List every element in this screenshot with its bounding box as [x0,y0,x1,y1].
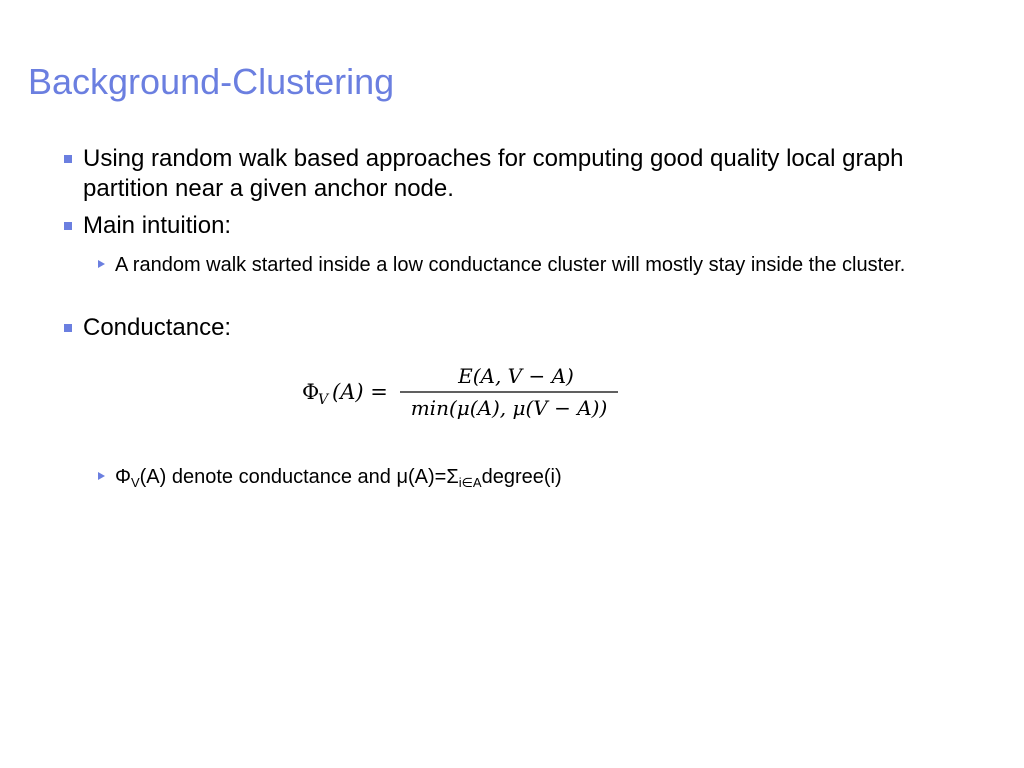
bullet-conductance [64,313,964,343]
bullet-main-intuition [64,211,964,241]
formula-lhs-subscript: V [318,392,329,408]
phi-symbol: Φ [115,466,131,488]
formula-lhs-arg: (A) = [332,380,388,404]
formula-denominator: min(μ(A), μ(V − A)) [410,396,608,420]
square-bullet-icon [64,324,72,332]
degree-text: degree(i) [481,466,562,488]
formula-numerator: E(A, V − A) [458,364,574,388]
bullet-random-walk [64,144,964,204]
sub-bullet-conductance-definition [98,463,958,491]
sub-bullet-text [115,463,562,491]
bullet-text: Using random walk based approaches for computing good quality local graph partition near a given anchor node. [83,145,904,202]
definition-text: (A) denote conductance and μ(A)=Σ [139,466,459,488]
bullet-text: Main intuition: [83,212,232,239]
triangle-bullet-icon [98,472,105,480]
square-bullet-icon [64,155,72,163]
sigma-subscript: i∈A [458,475,482,490]
sub-bullet-random-walk-cluster [98,251,958,279]
formula-lhs-symbol: Φ [302,380,320,404]
bullet-text: Conductance: [83,314,232,341]
square-bullet-icon [64,222,72,230]
triangle-bullet-icon [98,260,105,268]
conductance-formula [302,362,622,424]
sub-bullet-text: A random walk started inside a low conductance cluster will mostly stay inside the cluster. [115,254,906,276]
slide-title: Background-Clustering [28,61,395,102]
phi-subscript: V [130,475,140,490]
